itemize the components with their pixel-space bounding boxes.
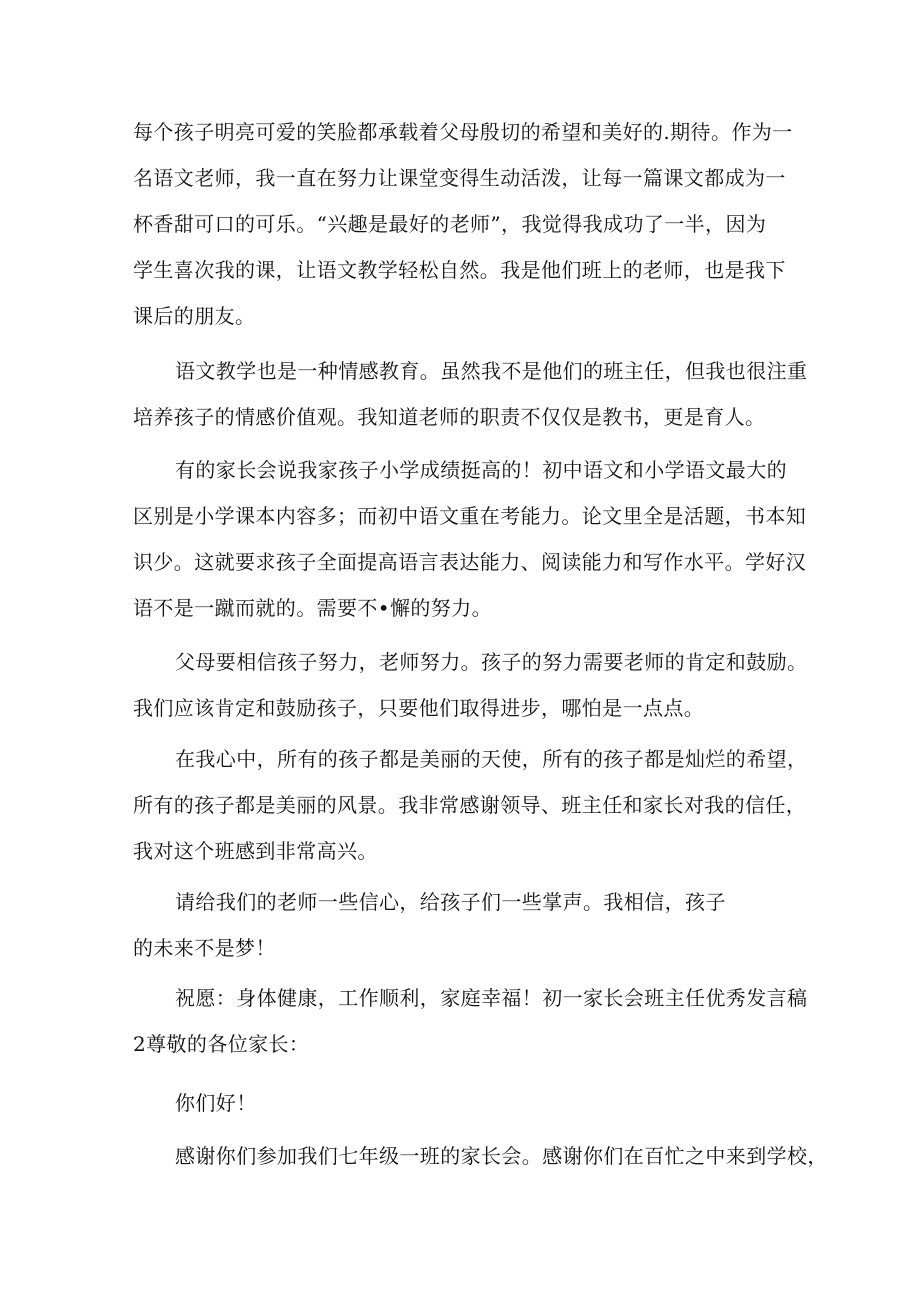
text-line: 你们好！ (175, 1091, 257, 1115)
text-line: 父母要相信孩子努力，老师努力。孩子的努力需要老师的肯定和鼓励。 (175, 650, 808, 674)
text-line: 语文教学也是一种情感教育。虽然我不是他们的班主任，但我也很注重 (175, 359, 808, 383)
text-line: 每个孩子明亮可爱的笑脸都承载着父母殷切的希望和美好的.期待。作为一 (133, 120, 793, 144)
text-line: 名语文老师，我一直在努力让课堂变得生动活泼，让每一篇课文都成为一 (133, 166, 786, 190)
text-line: 2尊敬的各位家长： (133, 1032, 310, 1056)
text-line: 识少。这就要求孩子全面提高语言表达能力、阅读能力和写作水平。学好汉 (133, 550, 807, 574)
text-line: 语不是一蹴而就的。需要不•懈的努力。 (133, 596, 492, 620)
text-line: 请给我们的老师一些信心，给孩子们一些掌声。我相信，孩子 (175, 890, 726, 914)
text-line: 的未来不是梦！ (133, 936, 276, 960)
text-line: 在我心中，所有的孩子都是美丽的天使，所有的孩子都是灿烂的希望， (175, 747, 808, 771)
text-line: 学生喜次我的课，让语文教学轻松自然。我是他们班上的老师，也是我下 (133, 258, 786, 282)
text-line: 课后的朋友。 (133, 304, 256, 328)
text-line: 杯香甜可口的可乐。“兴趣是最好的老师”，我觉得我成功了一半，因为 (133, 212, 767, 236)
text-line: 我对这个班感到非常高兴。 (133, 839, 378, 863)
text-line: 培养孩子的情感价值观。我知道老师的职责不仅仅是教书，更是育人。 (133, 405, 766, 429)
text-line: 祝愿：身体健康，工作顺利，家庭幸福！初一家长会班主任优秀发言稿 (175, 986, 808, 1010)
text-line: 所有的孩子都是美丽的风景。我非常感谢领导、班主任和家长对我的信任， (133, 793, 807, 817)
text-line: 区别是小学课本内容多；而初中语文重在考能力。论文里全是活题，书本知 (133, 504, 807, 528)
text-line: 有的家长会说我家孩子小学成绩挺高的！初中语文和小学语文最大的 (175, 458, 787, 482)
text-line: 感谢你们参加我们七年级一班的家长会。感谢你们在百忙之中来到学校， (175, 1144, 828, 1168)
text-line: 我们应该肯定和鼓励孩子，只要他们取得进步，哪怕是一点点。 (133, 696, 705, 720)
